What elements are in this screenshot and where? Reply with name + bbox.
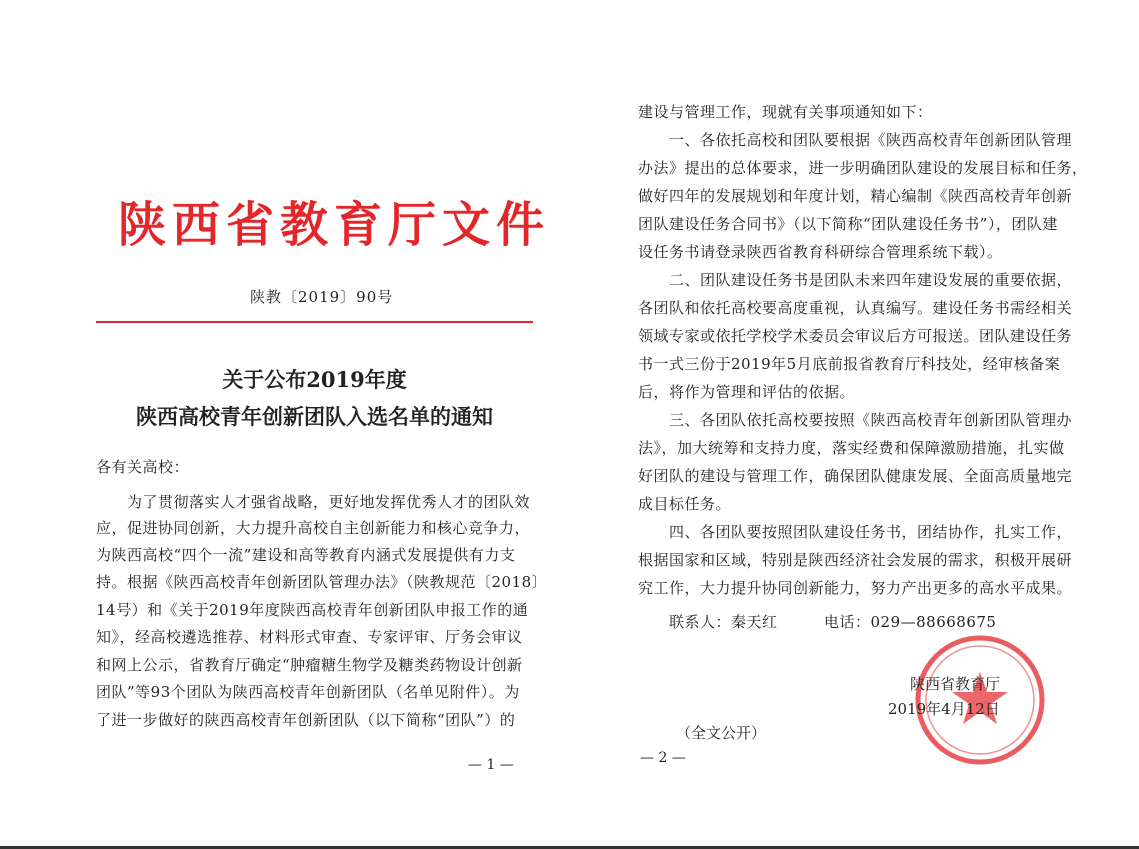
body-line: 团队”等93个团队为陕西高校青年创新团队（名单见附件）。为 [96, 683, 520, 701]
body-line: 持。根据《陕西高校青年创新团队管理办法》（陕教规范〔2018〕 [96, 573, 548, 591]
body-line: 为了贯彻落实人才强省战略，更好地发挥优秀人才的团队效 [96, 493, 531, 511]
page-number: — 1 — [468, 757, 514, 773]
body-line: 14号）和《关于2019年度陕西高校青年创新团队申报工作的通 [96, 601, 529, 619]
body-line: 各团队和依托高校要高度重视，认真编写。建设任务书需经相关 [638, 299, 1073, 317]
signature-date: 2019年4月12日 [888, 700, 1000, 718]
body-line: 知》，经高校遴选推荐、材料形式审查、专家评审、厅务会审议 [96, 628, 523, 646]
body-line: 应，促进协同创新，大力提升高校自主创新能力和核心竞争力， [96, 519, 531, 537]
body-line: 领域专家或依托学校学术委员会审议后方可报送。团队建设任务 [638, 327, 1073, 345]
notice-title-line-1: 关于公布2019年度 [222, 367, 407, 392]
body-line: 一、各依托高校和团队要根据《陕西高校青年创新团队管理 [638, 131, 1073, 149]
body-line: 为陕西高校“四个一流”建设和高等教育内涵式发展提供有力支 [96, 546, 516, 564]
document-header-title: 陕西省教育厅文件 [118, 197, 551, 253]
body-line: 四、各团队要按照团队建设任务书，团结协作，扎实工作， [638, 523, 1073, 541]
body-line: 法》，加大统筹和支持力度，落实经费和保障激励措施，扎实做 [638, 439, 1065, 457]
body-line: 书一式三份于2019年5月底前报省教育厅科技处，经审核备案 [638, 355, 1061, 373]
publication-note: （全文公开） [676, 724, 767, 742]
body-line: 后，将作为管理和评估的依据。 [638, 383, 856, 401]
body-line: 了进一步做好的陕西高校青年创新团队（以下简称“团队”）的 [96, 711, 516, 729]
red-divider [96, 321, 533, 323]
body-line: 设任务书请登录陕西省教育科研综合管理系统下载）。 [638, 243, 1003, 261]
body-line: 团队建设任务合同书》（以下简称“团队建设任务书”），团队建 [638, 215, 1058, 233]
body-line: 成目标任务。 [638, 495, 732, 513]
contact-line: 联系人：秦天红 电话：029—88668675 [638, 613, 997, 631]
body-line: 究工作，大力提升协同创新能力，努力产出更多的高水平成果。 [638, 579, 1073, 597]
body-line: 建设与管理工作，现就有关事项通知如下： [638, 103, 933, 121]
body-line: 根据国家和区域，特别是陕西经济社会发展的需求，积极开展研 [638, 551, 1073, 569]
body-line: 二、团队建设任务书是团队未来四年建设发展的重要依据， [638, 271, 1073, 289]
body-line: 各有关高校： [96, 458, 190, 476]
body-line: 办法》提出的总体要求，进一步明确团队建设的发展目标和任务， [638, 159, 1088, 177]
notice-title-line-2: 陕西高校青年创新团队入选名单的通知 [136, 404, 493, 429]
body-line: 好团队的建设与管理工作，确保团队健康发展、全面高质量地完 [638, 467, 1073, 485]
signature-organization: 陕西省教育厅 [910, 675, 1001, 693]
right-page [570, 0, 1139, 849]
body-line: 做好四年的发展规划和年度计划，精心编制《陕西高校青年创新 [638, 187, 1073, 205]
document-number: 陕教〔2019〕90号 [250, 288, 394, 306]
body-line: 和网上公示，省教育厅确定“肿瘤糖生物学及糖类药物设计创新 [96, 656, 523, 674]
body-line: 三、各团队依托高校要按照《陕西高校青年创新团队管理办 [638, 411, 1073, 429]
page-number: — 2 — [640, 750, 686, 766]
